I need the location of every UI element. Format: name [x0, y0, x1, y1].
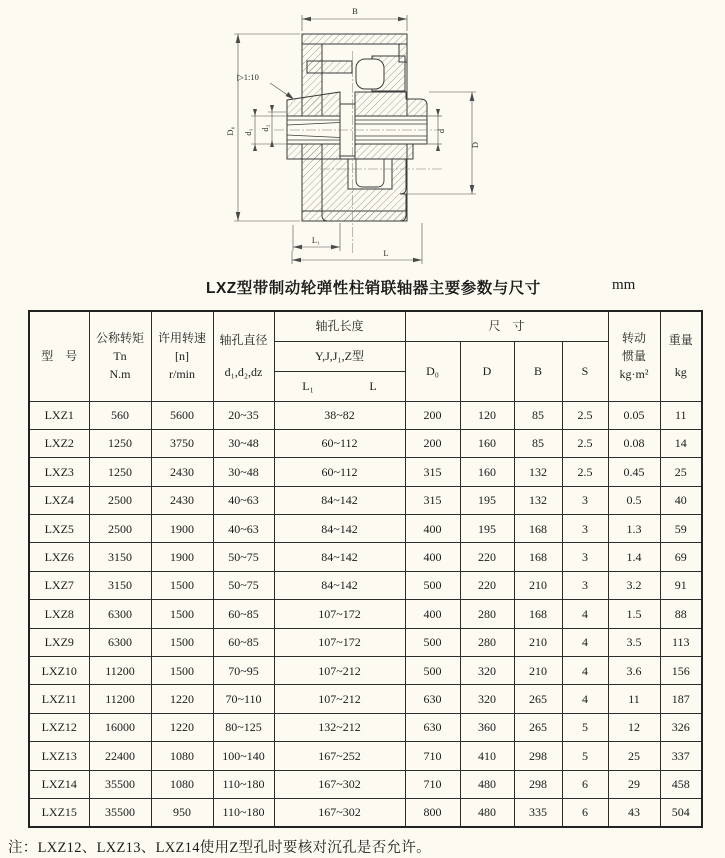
cell-torque: 6300 — [89, 628, 151, 656]
cell-torque: 1250 — [89, 458, 151, 486]
cell-D0: 710 — [405, 742, 460, 770]
cell-D0: 400 — [405, 515, 460, 543]
cell-inertia: 0.05 — [608, 401, 660, 429]
cell-weight: 458 — [660, 770, 702, 798]
taper-annotation — [237, 72, 294, 100]
cell-model: LXZ14 — [29, 770, 89, 798]
cell-S: 2.5 — [562, 458, 608, 486]
cell-torque: 16000 — [89, 713, 151, 741]
cell-weight: 59 — [660, 515, 702, 543]
header-L1-L — [274, 371, 405, 401]
cell-S: 6 — [562, 798, 608, 826]
cell-B: 168 — [514, 543, 562, 571]
cell-speed: 2430 — [151, 458, 213, 486]
cell-torque: 22400 — [89, 742, 151, 770]
dim-label-d: d — [436, 128, 446, 134]
cell-length: 167~252 — [274, 742, 405, 770]
cell-D0: 630 — [405, 685, 460, 713]
table-row — [29, 628, 702, 656]
cell-speed: 1900 — [151, 543, 213, 571]
cell-D: 320 — [460, 657, 514, 685]
header-speed-line3: r/min — [169, 367, 195, 382]
cell-length: 167~302 — [274, 770, 405, 798]
cell-torque: 560 — [89, 401, 151, 429]
cell-S: 4 — [562, 600, 608, 628]
cell-B: 168 — [514, 515, 562, 543]
cell-weight: 337 — [660, 742, 702, 770]
cell-inertia: 0.08 — [608, 429, 660, 457]
cell-model: LXZ5 — [29, 515, 89, 543]
cell-torque: 6300 — [89, 600, 151, 628]
cell-inertia: 3.6 — [608, 657, 660, 685]
cell-bore: 30~48 — [213, 429, 274, 457]
header-bore-length: 轴孔长度 — [274, 311, 405, 341]
cell-weight: 88 — [660, 600, 702, 628]
cell-D: 160 — [460, 429, 514, 457]
cell-D: 280 — [460, 628, 514, 656]
cell-length: 107~172 — [274, 628, 405, 656]
cell-D0: 315 — [405, 458, 460, 486]
cell-S: 3 — [562, 515, 608, 543]
cell-S: 4 — [562, 685, 608, 713]
header-weight-line1: 重量 — [668, 333, 693, 348]
cell-weight: 69 — [660, 543, 702, 571]
cell-bore: 20~35 — [213, 401, 274, 429]
cell-speed: 1500 — [151, 628, 213, 656]
header-bore-diameter — [213, 311, 274, 401]
cell-speed: 1500 — [151, 657, 213, 685]
cell-weight: 91 — [660, 571, 702, 599]
cell-speed: 1220 — [151, 685, 213, 713]
cell-speed: 950 — [151, 798, 213, 826]
cell-B: 298 — [514, 742, 562, 770]
cell-length: 84~142 — [274, 515, 405, 543]
cell-S: 3 — [562, 571, 608, 599]
header-L: L — [369, 378, 377, 393]
cell-bore: 50~75 — [213, 543, 274, 571]
cell-length: 84~142 — [274, 571, 405, 599]
cell-model: LXZ10 — [29, 657, 89, 685]
cell-model: LXZ3 — [29, 458, 89, 486]
cell-model: LXZ13 — [29, 742, 89, 770]
cell-inertia: 29 — [608, 770, 660, 798]
dimension-B — [302, 6, 407, 31]
cell-inertia: 0.45 — [608, 458, 660, 486]
cell-inertia: 1.5 — [608, 600, 660, 628]
cell-D0: 200 — [405, 401, 460, 429]
cell-inertia: 12 — [608, 713, 660, 741]
cell-model: LXZ7 — [29, 571, 89, 599]
cell-B: 298 — [514, 770, 562, 798]
cell-D0: 630 — [405, 713, 460, 741]
cell-D0: 500 — [405, 628, 460, 656]
dimension-d2 — [260, 105, 286, 147]
page-title: LXZ型带制动轮弹性柱销联轴器主要参数与尺寸 — [206, 280, 541, 297]
cell-S: 2.5 — [562, 401, 608, 429]
cell-B: 265 — [514, 685, 562, 713]
cell-bore: 110~180 — [213, 770, 274, 798]
table-row — [29, 401, 702, 429]
header-inertia-line1: 转动 — [622, 331, 647, 346]
cell-D: 410 — [460, 742, 514, 770]
table-row — [29, 458, 702, 486]
cell-B: 85 — [514, 429, 562, 457]
cell-speed: 1080 — [151, 742, 213, 770]
header-S: S — [562, 341, 608, 401]
cell-S: 4 — [562, 657, 608, 685]
footnote: 注：LXZ12、LXZ13、LXZ14使用Z型孔时要核对沉孔是否允许。 — [8, 840, 431, 856]
cell-D: 320 — [460, 685, 514, 713]
cell-inertia: 11 — [608, 685, 660, 713]
cell-B: 210 — [514, 628, 562, 656]
taper-label: ▷1:10 — [237, 72, 259, 82]
dim-label-B: B — [352, 6, 358, 16]
header-L1: L₁ — [302, 378, 314, 393]
cell-speed: 1500 — [151, 571, 213, 599]
title-row — [0, 276, 725, 298]
cell-weight: 25 — [660, 458, 702, 486]
cell-S: 2.5 — [562, 429, 608, 457]
cell-length: 84~142 — [274, 486, 405, 514]
cell-inertia: 43 — [608, 798, 660, 826]
cell-torque: 2500 — [89, 486, 151, 514]
cell-D: 195 — [460, 486, 514, 514]
header-inertia-line2: 惯量 — [622, 349, 647, 364]
cell-model: LXZ1 — [29, 401, 89, 429]
header-weight — [660, 311, 702, 401]
cell-length: 107~212 — [274, 657, 405, 685]
cell-D0: 710 — [405, 770, 460, 798]
table-header — [29, 311, 702, 401]
header-B: B — [514, 341, 562, 401]
table-row — [29, 770, 702, 798]
dim-label-D: D — [470, 141, 480, 149]
header-speed — [151, 311, 213, 401]
cell-D: 480 — [460, 798, 514, 826]
header-weight-line2: kg — [674, 364, 687, 379]
cell-speed: 2430 — [151, 486, 213, 514]
cell-weight: 11 — [660, 401, 702, 429]
cell-weight: 113 — [660, 628, 702, 656]
header-torque — [89, 311, 151, 401]
cell-torque: 1250 — [89, 429, 151, 457]
cell-D0: 500 — [405, 657, 460, 685]
cell-bore: 80~125 — [213, 713, 274, 741]
cell-torque: 35500 — [89, 798, 151, 826]
cell-bore: 30~48 — [213, 458, 274, 486]
cell-D0: 400 — [405, 543, 460, 571]
cell-D: 360 — [460, 713, 514, 741]
table-row — [29, 429, 702, 457]
cell-torque: 11200 — [89, 657, 151, 685]
header-D: D — [460, 341, 514, 401]
cell-D0: 500 — [405, 571, 460, 599]
cell-speed: 1220 — [151, 713, 213, 741]
cell-bore: 100~140 — [213, 742, 274, 770]
cell-B: 210 — [514, 657, 562, 685]
cell-model: LXZ11 — [29, 685, 89, 713]
cell-length: 60~112 — [274, 429, 405, 457]
cell-D0: 315 — [405, 486, 460, 514]
header-inertia — [608, 311, 660, 401]
cell-model: LXZ4 — [29, 486, 89, 514]
cell-model: LXZ15 — [29, 798, 89, 826]
dim-label-D0: D₀ — [225, 126, 235, 136]
cell-speed: 1500 — [151, 600, 213, 628]
cell-D: 120 — [460, 401, 514, 429]
cell-torque: 2500 — [89, 515, 151, 543]
cell-bore: 50~75 — [213, 571, 274, 599]
table-row — [29, 713, 702, 741]
table-row — [29, 685, 702, 713]
cell-speed: 1080 — [151, 770, 213, 798]
cell-D0: 200 — [405, 429, 460, 457]
cell-inertia: 0.5 — [608, 486, 660, 514]
cell-bore: 40~63 — [213, 486, 274, 514]
cell-B: 335 — [514, 798, 562, 826]
cell-D0: 400 — [405, 600, 460, 628]
cell-torque: 35500 — [89, 770, 151, 798]
cell-bore: 60~85 — [213, 600, 274, 628]
cell-D: 160 — [460, 458, 514, 486]
cell-inertia: 1.3 — [608, 515, 660, 543]
cell-length: 107~172 — [274, 600, 405, 628]
parameter-table — [28, 310, 703, 828]
cell-weight: 187 — [660, 685, 702, 713]
cell-S: 5 — [562, 742, 608, 770]
dim-label-L: L — [383, 248, 389, 258]
table-row — [29, 486, 702, 514]
table-row — [29, 798, 702, 826]
cell-bore: 40~63 — [213, 515, 274, 543]
cell-length: 60~112 — [274, 458, 405, 486]
cell-bore: 70~110 — [213, 685, 274, 713]
unit-label: mm — [612, 277, 636, 293]
cell-inertia: 3.5 — [608, 628, 660, 656]
cell-bore: 110~180 — [213, 798, 274, 826]
cell-model: LXZ12 — [29, 713, 89, 741]
dim-label-d1: d₁ — [243, 128, 253, 136]
cell-B: 85 — [514, 401, 562, 429]
table-row — [29, 515, 702, 543]
table-row — [29, 543, 702, 571]
header-D0: D₀ — [405, 341, 460, 401]
cell-model: LXZ8 — [29, 600, 89, 628]
cell-weight: 14 — [660, 429, 702, 457]
cell-weight: 156 — [660, 657, 702, 685]
table-row — [29, 742, 702, 770]
cell-B: 168 — [514, 600, 562, 628]
cell-length: 107~212 — [274, 685, 405, 713]
cell-length: 167~302 — [274, 798, 405, 826]
cell-S: 6 — [562, 770, 608, 798]
dim-label-L1: L₁ — [311, 235, 321, 245]
table-row — [29, 571, 702, 599]
cell-length: 132~212 — [274, 713, 405, 741]
table-row — [29, 600, 702, 628]
cell-bore: 70~95 — [213, 657, 274, 685]
cell-S: 5 — [562, 713, 608, 741]
cell-B: 132 — [514, 486, 562, 514]
coupling-drawing — [210, 0, 500, 270]
cell-inertia: 1.4 — [608, 543, 660, 571]
header-bore-dia-line2: d₁,d₂,dz — [224, 364, 263, 379]
cell-speed: 5600 — [151, 401, 213, 429]
cell-length: 84~142 — [274, 543, 405, 571]
cell-D: 220 — [460, 571, 514, 599]
dim-label-d2: d₂ — [260, 124, 270, 132]
table-row — [29, 657, 702, 685]
left-half-coupling — [287, 92, 340, 159]
cell-S: 3 — [562, 543, 608, 571]
cell-model: LXZ9 — [29, 628, 89, 656]
cell-B: 210 — [514, 571, 562, 599]
header-torque-line2: N.m — [109, 367, 131, 382]
cell-B: 265 — [514, 713, 562, 741]
cell-S: 3 — [562, 486, 608, 514]
cell-inertia: 3.2 — [608, 571, 660, 599]
header-dimensions: 尺 寸 — [405, 311, 608, 341]
cell-B: 132 — [514, 458, 562, 486]
cell-inertia: 25 — [608, 742, 660, 770]
cell-torque: 3150 — [89, 543, 151, 571]
table-body — [29, 401, 702, 827]
header-torque-line1: 公称转矩Tn — [95, 331, 144, 364]
dimension-L1 — [293, 223, 340, 251]
cell-bore: 60~85 — [213, 628, 274, 656]
cell-S: 4 — [562, 628, 608, 656]
header-inertia-line3: kg·m² — [619, 367, 649, 382]
cell-weight: 326 — [660, 713, 702, 741]
cell-length: 38~82 — [274, 401, 405, 429]
cell-speed: 3750 — [151, 429, 213, 457]
cell-weight: 504 — [660, 798, 702, 826]
cell-model: LXZ6 — [29, 543, 89, 571]
header-bore-dia-line1: 轴孔直径 — [219, 333, 268, 348]
cell-D: 280 — [460, 600, 514, 628]
cell-D: 220 — [460, 543, 514, 571]
header-speed-line1: 许用转速 — [157, 331, 206, 346]
header-speed-line2: [n] — [175, 349, 189, 364]
cell-D: 195 — [460, 515, 514, 543]
cell-speed: 1900 — [151, 515, 213, 543]
cell-weight: 40 — [660, 486, 702, 514]
cell-torque: 11200 — [89, 685, 151, 713]
cell-torque: 3150 — [89, 571, 151, 599]
cell-D0: 800 — [405, 798, 460, 826]
cell-D: 480 — [460, 770, 514, 798]
cell-model: LXZ2 — [29, 429, 89, 457]
header-model: 型 号 — [29, 311, 89, 401]
header-bore-length-types: Y,J,J₁,Z型 — [274, 341, 405, 371]
